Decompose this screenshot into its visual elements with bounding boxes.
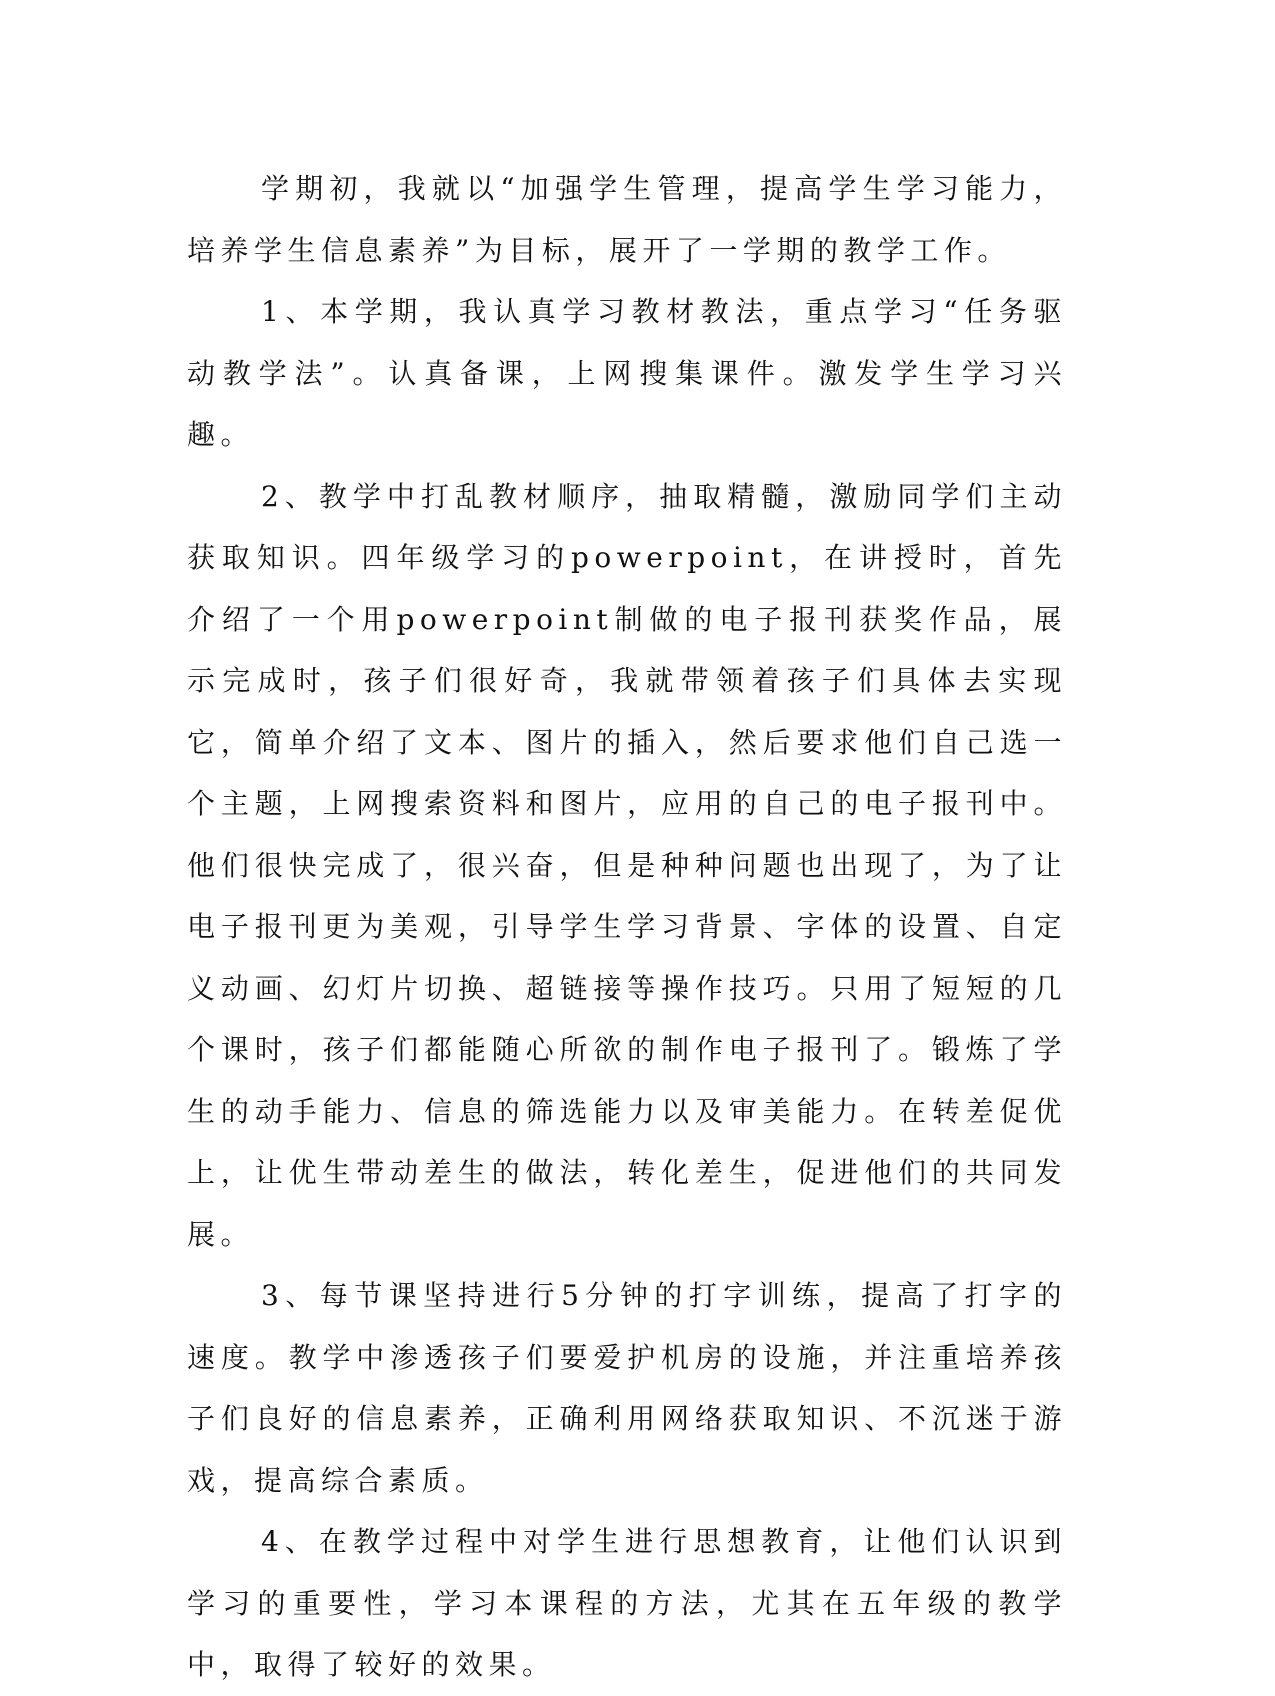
paragraph-item-4: 4、在教学过程中对学生进行思想教育，让他们认识到学习的重要性，学习本课程的方法，尤其在五年级的教学中，取得了较好的效果。 (187, 1525, 1067, 1681)
paragraph-intro: 学期初，我就以“加强学生管理，提高学生学习能力，培养学生信息素养”为目标，展开了一学期的教学工作。 (187, 172, 1067, 267)
paragraph-item-1: 1、本学期，我认真学习教材教法，重点学习“任务驱动教学法”。认真备课，上网搜集课件。激发学生学习兴趣。 (187, 295, 1067, 451)
paragraph-item-3: 3、每节课坚持进行5分钟的打字训练，提高了打字的速度。教学中渗透孩子们要爱护机房的设施，并注重培养孩子们良好的信息素养，正确利用网络获取知识、不沉迷于游戏，提高综合素质。 (187, 1279, 1067, 1497)
document-body (187, 158, 1067, 1696)
paragraph-item-2: 2、教学中打乱教材顺序，抽取精髓，激励同学们主动获取知识。四年级学习的powerpoint，在讲授时，首先介绍了一个用powerpoint制做的电子报刊获奖作品，展示完成时，孩子们很好奇，我就带领着孩子们具体去实现它，简单介绍了文本、图片的插入，然后要求他们自己选一个主题，上网搜索资料和图片，应用的自己的电子报刊中。他们很快完成了，很兴奋，但是种种问题也出现了，为了让电子报刊更为美观，引导学生学习背景、字体的设置、自定义动画、幻灯片切换、超链接等操作技巧。只用了短短的几个课时，孩子们都能随心所欲的制作电子报刊了。锻炼了学生的动手能力、信息的筛选能力以及审美能力。在转差促优上，让优生带动差生的做法，转化差生，促进他们的共同发展。 (187, 479, 1067, 1251)
